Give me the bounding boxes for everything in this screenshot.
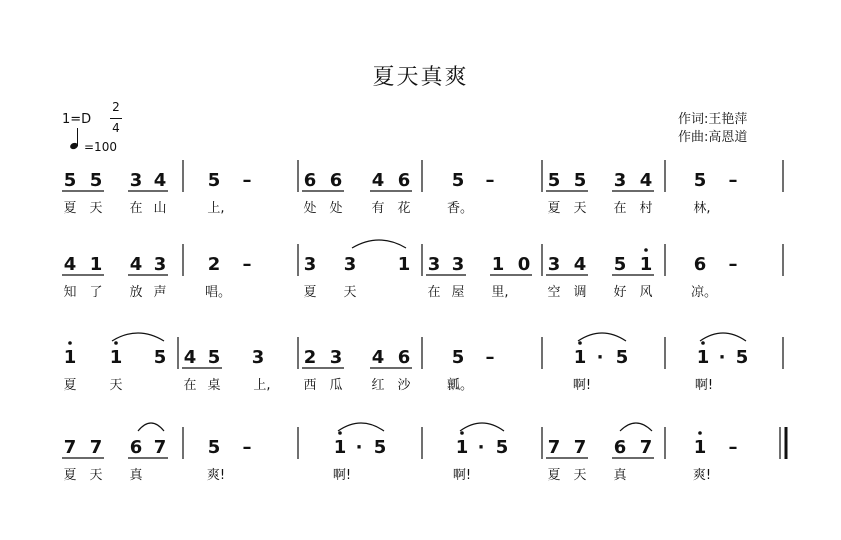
jianpu-note: 3 [153,254,167,275]
lyric-char: 风 [639,285,653,300]
lyric-char: 夏 [63,468,77,483]
slur [112,333,164,341]
jianpu-note: 3 [613,170,627,191]
jianpu-note: 4 [153,170,167,191]
jianpu-note: 1 [397,254,411,275]
jianpu-note: 5 [573,170,587,191]
lyric-char: 西 [303,378,317,393]
lyric-char: 天 [89,201,103,216]
lyric-char: 爽! [692,468,712,483]
jianpu-note: 3 [129,170,143,191]
jianpu-note: 3 [329,347,343,368]
octave-dot [698,431,702,435]
jianpu-note: – [728,170,738,191]
lyric-char: 桌 [207,378,221,393]
jianpu-note: 5 [495,437,509,458]
jianpu-note: 4 [183,347,197,368]
lyric-char: 夏 [63,378,77,393]
slur [700,333,746,341]
jianpu-note: – [485,347,495,368]
jianpu-note: 4 [639,170,653,191]
jianpu-note: 1 [639,254,653,275]
lyric-char: 上, [207,201,225,216]
lyric-char: 天 [89,468,103,483]
lyric-char: 林, [693,201,711,216]
jianpu-note: 5 [613,254,627,275]
slur [352,240,406,248]
jianpu-note: 1 [109,347,123,368]
jianpu-note: 0 [517,254,531,275]
lyric-char: 凉。 [690,285,718,300]
jianpu-note: 1 [696,347,710,368]
jianpu-note: 1 [89,254,103,275]
jianpu-note: 6 [397,347,411,368]
composer-credit: 作曲:高恩道 [678,130,748,145]
jianpu-note: 3 [547,254,561,275]
jianpu-note: – [242,437,252,458]
octave-dot [338,431,342,435]
jianpu-note: 5 [615,347,629,368]
lyric-char: 香。 [446,201,474,216]
jianpu-note: – [242,170,252,191]
octave-dot [644,248,648,252]
octave-dot [701,341,705,345]
jianpu-note: 4 [573,254,587,275]
lyric-char: 红 [371,378,385,393]
jianpu-note: 3 [251,347,265,368]
jianpu-note: 4 [371,347,385,368]
key-signature: 1=D [62,112,92,127]
jianpu-note: 6 [303,170,317,191]
lyric-char: 声 [153,285,167,300]
jianpu-note: 5 [153,347,167,368]
tempo-mark: =100 [84,140,117,154]
lyric-char: 夏 [547,468,561,483]
lyric-char: 调 [573,285,587,300]
lyric-char: 有 [371,201,385,216]
lyric-char: 山 [153,201,167,216]
jianpu-note: 4 [371,170,385,191]
jianpu-note: 7 [153,437,167,458]
jianpu-note: 6 [329,170,343,191]
octave-dot [578,341,582,345]
jianpu-note: 6 [397,170,411,191]
jianpu-note: 6 [613,437,627,458]
lyric-char: 瓜 [329,378,343,393]
jianpu-note: – [728,254,738,275]
lyric-char: 在 [427,285,441,300]
jianpu-note: – [485,170,495,191]
lyric-char: 爽! [206,468,226,483]
lyric-char: 瓤。 [446,378,474,393]
lyric-char: 啊! [452,468,472,483]
lyric-char: 处 [303,201,317,216]
lyric-char: 空 [547,285,561,300]
slur [578,333,626,341]
octave-dot [114,341,118,345]
lyric-char: 夏 [63,201,77,216]
lyric-char: 里, [491,285,509,300]
lyric-char: 屋 [451,285,465,300]
jianpu-note: 6 [129,437,143,458]
jianpu-note: 6 [693,254,707,275]
jianpu-note: · [718,347,726,368]
lyric-char: 真 [129,468,143,483]
lyricist-credit: 作词:王艳萍 [678,112,748,127]
lyric-char: 夏 [303,285,317,300]
lyric-char: 在 [129,201,143,216]
song-title: 夏天真爽 [372,65,469,90]
slur [620,423,652,431]
slur [338,423,384,431]
jianpu-note: 5 [451,347,465,368]
jianpu-note: 4 [63,254,77,275]
lyric-char: 天 [573,201,587,216]
jianpu-note: 3 [343,254,357,275]
lyric-char: 上, [253,378,271,393]
jianpu-note: 7 [63,437,77,458]
jianpu-note: · [355,437,363,458]
jianpu-note: 5 [735,347,749,368]
lyric-char: 天 [109,378,123,393]
jianpu-note: 5 [693,170,707,191]
lyric-char: 夏 [547,201,561,216]
jianpu-note: 5 [451,170,465,191]
jianpu-note: 5 [63,170,77,191]
jianpu-note: 4 [129,254,143,275]
jianpu-note: 1 [573,347,587,368]
jianpu-note: 3 [427,254,441,275]
jianpu-note: 5 [207,170,221,191]
time-signature-bottom: 4 [112,121,120,135]
jianpu-note: 7 [547,437,561,458]
lyric-char: 了 [89,285,103,300]
lyric-char: 花 [397,201,411,216]
lyric-char: 在 [613,201,627,216]
jianpu-note: 2 [207,254,221,275]
jianpu-note: 5 [89,170,103,191]
jianpu-note: 7 [639,437,653,458]
jianpu-note: 1 [491,254,505,275]
lyric-char: 天 [573,468,587,483]
octave-dot [460,431,464,435]
jianpu-note: 3 [451,254,465,275]
lyric-char: 啊! [572,378,592,393]
lyric-char: 知 [63,285,77,300]
lyric-char: 啊! [332,468,352,483]
jianpu-note: – [242,254,252,275]
jianpu-note: 5 [547,170,561,191]
jianpu-note: · [596,347,604,368]
slur [460,423,504,431]
jianpu-note: 5 [373,437,387,458]
jianpu-note: 5 [207,437,221,458]
lyric-char: 天 [343,285,357,300]
lyric-char: 唱。 [204,285,232,300]
jianpu-note: 1 [333,437,347,458]
lyric-char: 在 [183,378,197,393]
slur [138,423,164,431]
lyric-char: 放 [129,285,143,300]
jianpu-note: 1 [455,437,469,458]
jianpu-note: 2 [303,347,317,368]
jianpu-note: 1 [63,347,77,368]
jianpu-note: 7 [89,437,103,458]
jianpu-note: 5 [207,347,221,368]
lyric-char: 沙 [397,378,411,393]
lyric-char: 处 [329,201,343,216]
lyric-char: 啊! [694,378,714,393]
time-signature-top: 2 [112,100,120,114]
octave-dot [68,341,72,345]
jianpu-note: – [728,437,738,458]
jianpu-note: 1 [693,437,707,458]
lyric-char: 村 [639,201,653,216]
lyric-char: 好 [613,285,627,300]
lyric-char: 真 [613,468,627,483]
jianpu-note: 7 [573,437,587,458]
jianpu-note: · [477,437,485,458]
jianpu-note: 3 [303,254,317,275]
